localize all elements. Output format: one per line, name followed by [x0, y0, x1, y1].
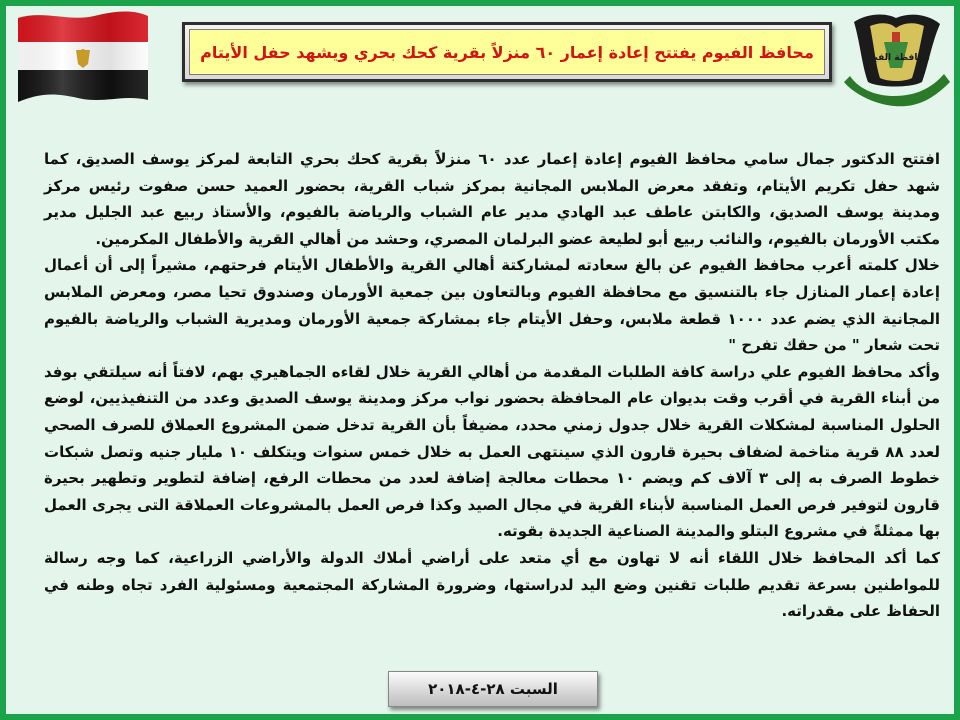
fayoum-governorate-emblem-icon: [832, 12, 958, 108]
title-banner: [182, 22, 832, 82]
article-paragraph: خلال كلمته أعرب محافظ الفيوم عن بالغ سعادته لمشاركتة أهالي القرية والأطفال الأيتام فرحتهم، مشيراً إلى أن أعمال إعادة إعمار المنازل جاء بالتنسيق مع محافظة الفيوم وبالتعاون بين جمعية الأورمان وصندوق تحيا مصر، ومعرض الملابس المجانية الذي يضم عدد ١٠٠٠ قطعة ملابس، وحفل الأيتام جاء بمشاركة جمعية الأورمان ومديرية الشباب والرياضة بالفيوم تحت شعار " من حقك تفرح ": [44, 256, 940, 355]
slide-page: [6, 6, 954, 714]
article-paragraph: كما أكد المحافظ خلال اللقاء أنه لا تهاون مع أي متعد على أراضي أملاك الدولة والأراضي الزراعية، كما وجه رسالة للمواطنين بسرعة تقديم طلبات تقنين وضع اليد لدراستها، وضرورة المشاركة المجتمعية ومسئولية الفرد تجاه وطنه في الحفاظ على مقدراته.: [44, 548, 940, 621]
news-article: [44, 146, 940, 625]
article-paragraph: افتتح الدكتور جمال سامي محافظ الفيوم إعادة إعمار عدد ٦٠ منزلاً بقرية كحك بحري التابعة لمركز يوسف الصديق، كما شهد حفل تكريم الأيتام، وتفقد معرض الملابس المجانية بمركز شباب القرية، بحضور العميد حسن صفوت رئيس مركز ومدينة يوسف الصديق، والكابتن عاطف عبد الهادي مدير عام الشباب والرياضة بالفيوم، والأستاذ ربيع عبد الجليل مدير مكتب الأورمان بالفيوم، والنائب ربيع أبو لطيعة عضو البرلمان المصري، وحشد من أهالي القرية والأطفال المكرمين.: [44, 150, 940, 248]
date-badge: [388, 671, 598, 707]
article-date: السبت ٢٨-٤-٢٠١٨: [428, 680, 558, 698]
page-title: محافظ الفيوم يفتتح إعادة إعمار ٦٠ منزلاً بقرية كحك بحري ويشهد حفل الأيتام: [200, 42, 814, 62]
title-banner-inner: [189, 29, 825, 75]
emblem-caption: محافظة الفيوم: [862, 53, 930, 63]
egypt-flag-icon: [14, 8, 152, 106]
article-paragraph: وأكد محافظ الفيوم علي دراسة كافة الطلبات المقدمة من أهالي القرية خلال لقاءه الجماهيري بهم، لافتاً أنه سيلتقي بوفد من أبناء القرية في أقرب وقت بديوان عام المحافظة بحضور نواب مركز ومدينة يوسف الصديق وعدد من التنفيذيين، لوضع الحلول المناسبة لمشكلات القرية خلال جدول زمني محدد، مضيفاً بأن القرية تدخل ضمن المشروع العملاق للصرف الصحي لعدد ٨٨ قرية متاخمة لضفاف بحيرة قارون الذي سينتهى العمل به خلال خمس سنوات ويتكلف ١٠ مليار جنيه وتصل شبكات خطوط الصرف به إلى ٣ آلاف كم ويضم ١٠ محطات معالجة إضافة لعدد من محطات الرفع، إضافة لتطوير وتطهير بحيرة قارون لتوفير فرص العمل المناسبة لأبناء القرية في مجال الصيد وكذا فرص العمل بالمشروعات العملاقة التى يجرى العمل بها ممثلةً في مشروع البتلو والمدينة الصناعية الجديدة بقوته.: [44, 362, 940, 541]
